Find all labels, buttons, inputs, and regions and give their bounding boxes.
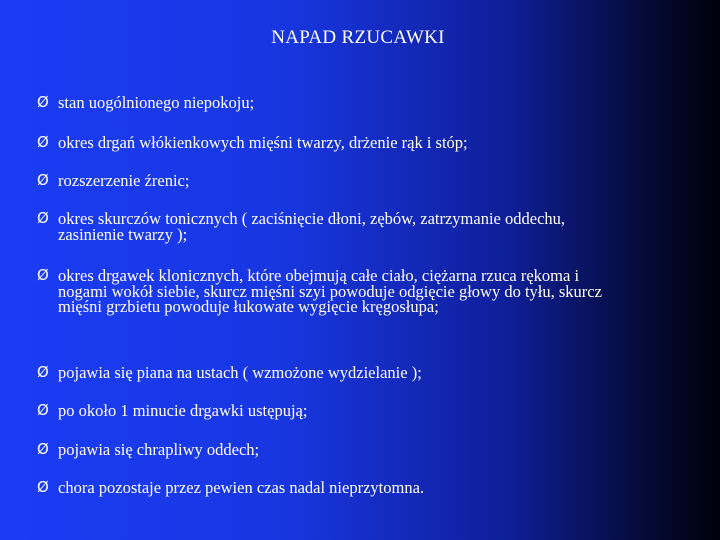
bullet-item <box>37 365 637 381</box>
bullet-item <box>37 95 637 111</box>
bullet-text: okres drgawek klonicznych, które obejmują całe ciało, ciężarna rzuca rękoma i nogami wokół siebie, skurcz mięśni szyi powoduje odgięcie głowy do tyłu, skurcz mięśni grzbietu powoduje łukowate wygięcie kręgosłupa; <box>58 266 602 316</box>
bullet-text: okres skurczów tonicznych ( zaciśnięcie dłoni, zębów, zatrzymanie oddechu, zasinienie twarzy ); <box>58 209 566 244</box>
bullet-text: pojawia się chrapliwy oddech; <box>58 440 260 459</box>
bullet-item <box>37 211 627 242</box>
arrow-bullet-icon: Ø <box>37 171 49 189</box>
arrow-bullet-icon: Ø <box>37 209 49 227</box>
arrow-bullet-icon: Ø <box>37 401 49 419</box>
arrow-bullet-icon: Ø <box>37 478 49 496</box>
bullet-item <box>37 442 637 458</box>
bullet-text: pojawia się piana na ustach ( wzmożone wydzielanie ); <box>58 363 422 382</box>
arrow-bullet-icon: Ø <box>37 133 49 151</box>
bullet-item <box>37 480 637 496</box>
bullet-text: chora pozostaje przez pewien czas nadal nieprzytomna. <box>58 478 425 497</box>
bullet-item <box>37 403 637 419</box>
bullet-text: po około 1 minucie drgawki ustępują; <box>58 401 308 420</box>
bullet-text: rozszerzenie źrenic; <box>58 171 190 190</box>
arrow-bullet-icon: Ø <box>37 363 49 381</box>
slide-title: NAPAD RZUCAWKI <box>271 27 445 48</box>
bullet-text: stan uogólnionego niepokoju; <box>58 93 255 112</box>
arrow-bullet-icon: Ø <box>37 266 49 284</box>
arrow-bullet-icon: Ø <box>37 440 49 458</box>
bullet-item <box>37 173 637 189</box>
arrow-bullet-icon: Ø <box>37 93 49 111</box>
bullet-text: okres drgań włókienkowych mięśni twarzy, drżenie rąk i stóp; <box>58 133 468 152</box>
bullet-item <box>37 135 637 151</box>
bullet-item <box>37 268 627 315</box>
